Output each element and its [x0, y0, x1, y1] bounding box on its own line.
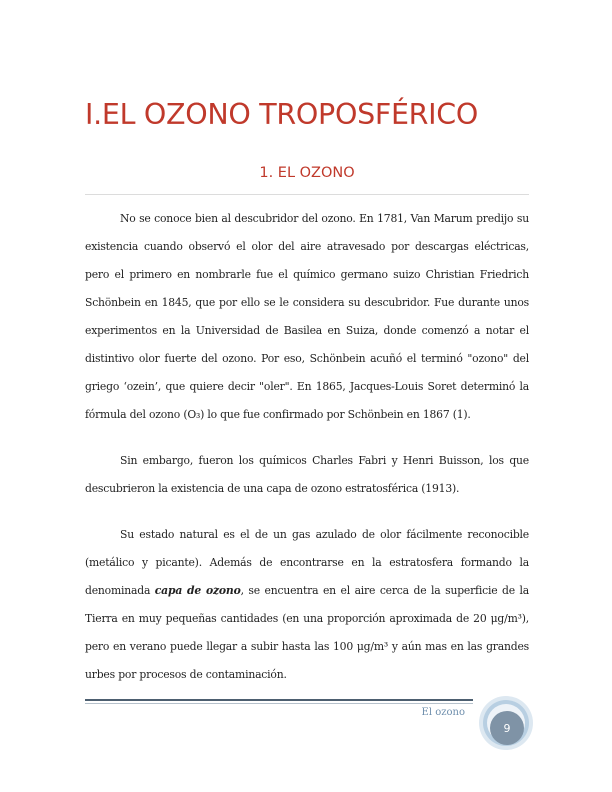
page-number: 9: [503, 722, 511, 735]
paragraph-3-text-end: , se encuentra en el aire cerca de la superficie de la Tierra en muy pequeñas cantidades (en una proporción aproximada de 20 μg/m³), pero en verano puede llegar a subir hasta las 100 μg/m³ y aún mas en las grandes urbes por procesos de contaminación.: [85, 584, 529, 681]
paragraph-3-text-start: Su estado natural es el de un gas azulado de olor fácilmente reconocible (metálico y picante). Además de encontrarse en la estratosfera formando la denominada: [85, 528, 529, 597]
paragraph-3: [85, 521, 529, 689]
footer-label: El ozono: [421, 707, 465, 718]
body-text: [85, 205, 529, 707]
footer-rule-shadow: [85, 703, 473, 704]
emphasis-capa-de-ozono: capa de ozono: [154, 584, 241, 597]
chapter-title: I.EL OZONO TROPOSFÉRICO: [85, 98, 479, 131]
section-title: 1. EL OZONO: [259, 165, 355, 181]
footer-rule: [85, 699, 473, 701]
paragraph-2: Sin embargo, fueron los químicos Charles Fabri y Henri Buisson, los que descubrieron la existencia de una capa de ozono estratosférica (1913).: [85, 454, 529, 495]
paragraph-1: No se conoce bien al descubridor del ozono. En 1781, Van Marum predijo su existencia cuando observó el olor del aire atravesado por descargas eléctricas, pero el primero en nombrarle fue el químico germano suizo Christian Friedrich Schönbein en 1845, que por ello se le considera su descubridor. Fue durante unos experimentos en la Universidad de Basilea en Suiza, donde comenzó a notar el distintivo olor fuerte del ozono. Por eso, Schönbein acuñó el terminó "ozono" del griego ‘ozein’, que quiere decir "oler". En 1865, Jacques-Louis Soret determinó la fórmula del ozono (O₃) lo que fue confirmado por Schönbein en 1867 (1).: [85, 212, 529, 421]
section-divider: [85, 194, 529, 195]
